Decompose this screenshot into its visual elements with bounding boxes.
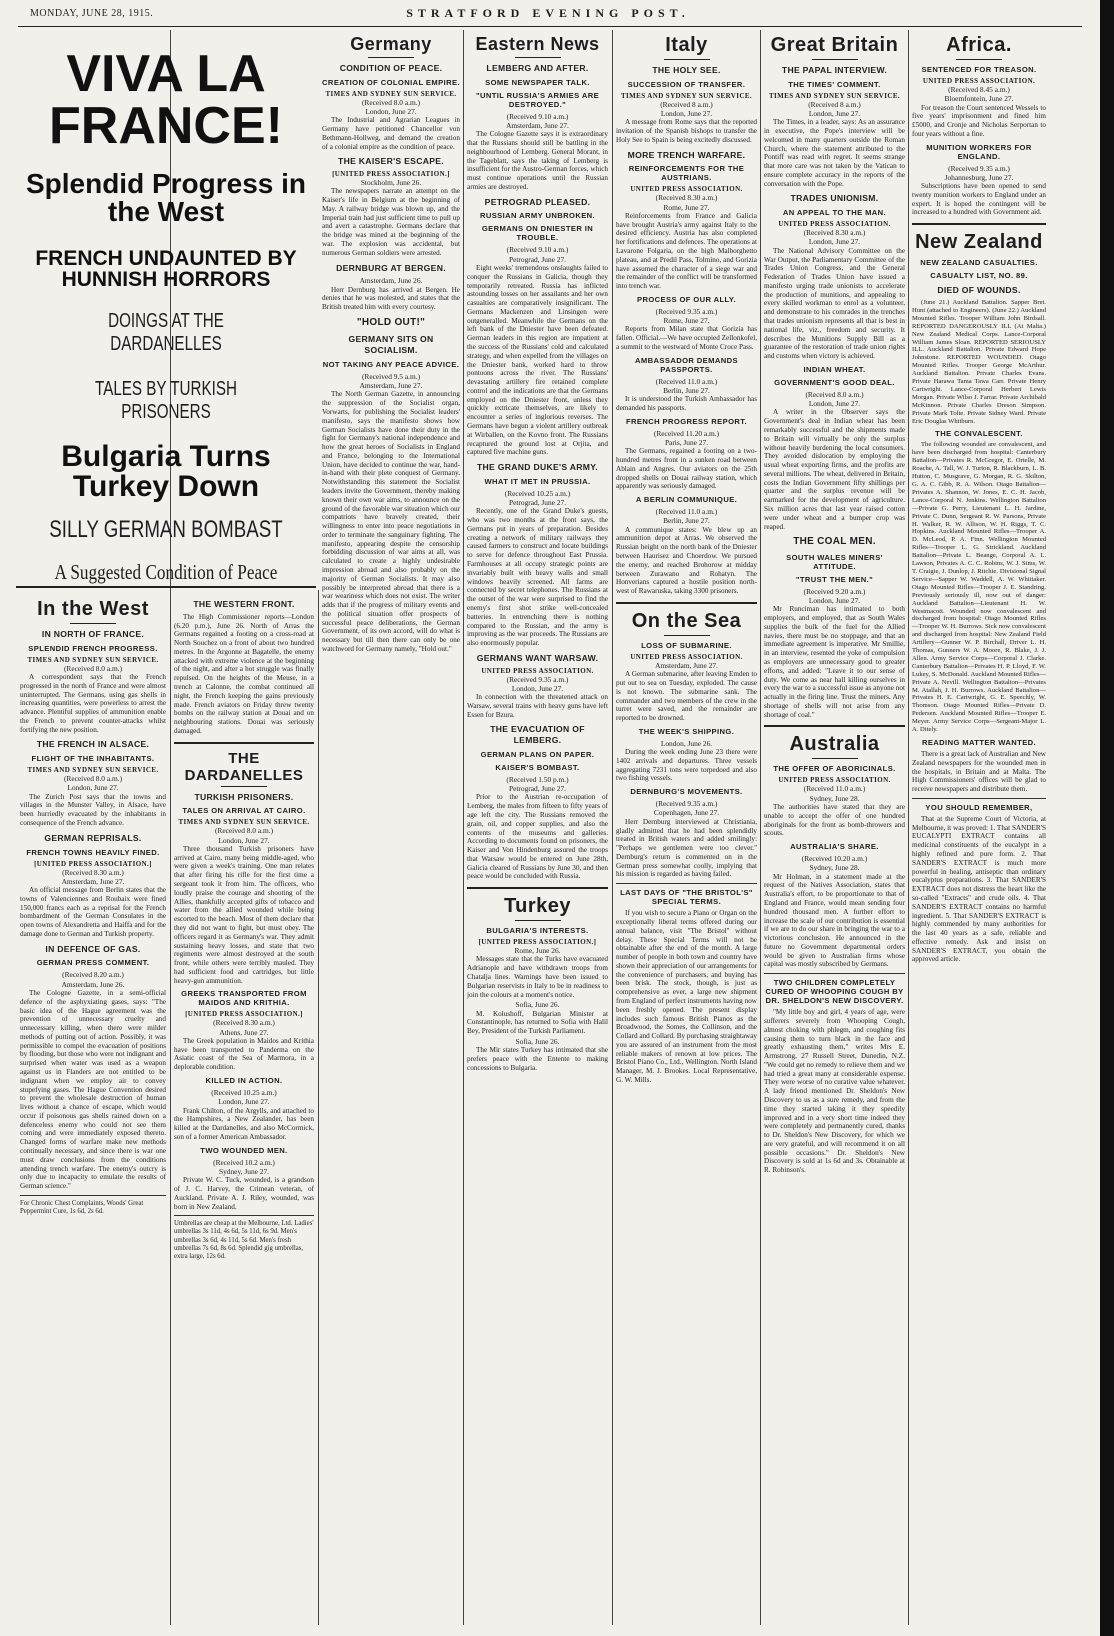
subhead: MORE TRENCH WARFARE.: [627, 149, 746, 160]
received-time: (Received 9.35 a.m.): [506, 674, 569, 684]
scan-edge: [1100, 0, 1114, 1636]
subhead: AMBASSADOR DEMANDS PASSPORTS.: [635, 355, 738, 374]
article-text: Reinforcements from France and Galicia have brought Austria's army against Italy to the desired efficiency. Austria has also completed her fortifications and defences. The operations at Lavarone Folgaria, on the high Malborghetto plateau, and at Predil Pass, Tolmino, and Gorizia have assumed the character of a siege war and the remainder of the conflict will be transformed into trench war.: [616, 211, 757, 291]
dateline: Amsterdam, June 27.: [506, 120, 569, 130]
section-title: Turkey: [503, 895, 572, 918]
article-text: The Greek population in Maidos and Krithia have been transported to Panderma on the Asiatic coast of the Sea of Marmora, in a deplorable condition.: [174, 1036, 314, 1072]
subhead: SOME NEWSPAPER TALK.: [485, 77, 590, 87]
received-time: (Received 9.20 a.m.): [803, 586, 866, 596]
dateline: London, June 27.: [365, 106, 417, 116]
section-title: THE DARDANELLES: [184, 749, 304, 784]
dateline: Amsterdam, June 26.: [61, 979, 125, 989]
article-text: It is understood the Turkish Ambassador has demanded his passports.: [616, 395, 757, 412]
advertisement: "My little boy and girl, 4 years of age, were sufferers severely from Whooping Cough, almost choking with phlegm, and coughing fits causing them to turn black in the face and greatly exhausting them," writes Mrs E. Armstrong, 27 Russell Street, Dunedin, N.Z. "We could get no remedy to relieve them and we had tried a great many at considerable expense. They were worse of no curative value whatever. A lady friend mentioned Dr. Sheldon's New Discovery to us as a sure remedy, and from the time they started taking it they speedily improved and in a very short time indeed they were completely and permanently cured, thanks to Dr. Sheldon's New Discovery, for which we are very grateful, and will recommend it on all possible occasions." Dr. Sheldon's New Discovery is sold at 1s 6d and 3s. Obtainable at R. Robinson's.: [764, 1008, 905, 1175]
article-text: Subscriptions have been opened to send twenty munition workers to England under an expert. It is hoped the contingent will be increased to a hundred with Government aid.: [912, 182, 1046, 217]
dateline: Petrograd, June 27.: [508, 498, 567, 508]
article-text: The Cologne Gazette says it is extraordinary that the Russians should still be battling in the neighbourhood of Lemberg. General Morant, in the Tageblatt, says the taking of Lemberg is insufficient for the Austro-German forces, which must continue operations until the Russian armies are destroyed.: [467, 130, 608, 191]
subhead: GOVERNMENT'S GOOD DEAL.: [774, 377, 895, 387]
paper-title: STRATFORD EVENING POST.: [406, 6, 690, 20]
article-text: The North German Gazette, in announcing the suppression of the Socialist organ, Vorwarts, for publishing the Socialist leaders' manifesto, says the manifesto shows how German Socialists have done their duty in the fight for Germany's national independence and how the great heroes of Socialists in England and France, belonging to the International Union, have decided to continue the war, hand-in-hand with their plete conquest of Germany. Notwithstanding this statement the Socialist leaders invite the Government, thereby making known their own war aims, to announce on the ground of the favorable war situation which our compatriots have bravely created, their willingness to enter into peace negotiations in order to terminate the sanguinary fighting. The manifesto, appearing despite the censorship forbidding discussion of war aims at all, was calculated to create a highly undesirable impression abroad and also probably on the majority of German Socialists. It may also possibly be interpreted abroad that there is a war weariness which does not exist. The writer adds that if the progress of military events and the political situation offer prospects of successful peace deliberations, the German Government, of its own accord, will do what is necessary but till then there can only be one watchword for Germany namely, "Hold out.": [322, 390, 460, 654]
credit: UNITED PRESS ASSOCIATION.: [630, 185, 743, 194]
article-text: During the week ending June 23 there were 1402 arrivals and departures. Three vessels aggregating 7231 tons were torpedoed and also two fishing vessels.: [616, 748, 757, 783]
dateline: Amsterdam, June 27.: [61, 876, 125, 886]
subhead: YOU SHOULD REMEMBER,: [925, 802, 1033, 812]
advertisement: If you wish to secure a Piano or Organ on the exceptionally liberal terms offered during our annual balance, visit "The Bristol" without delay. These Special Terms will not be obtainable after the end of the month. A large number of people in both town and country have shown their appreciation of our arrangements for the convenience of purchasers, and buying has been brisk. The stock, though, is just as comprehensive as ever, a large new shipment from England of perfect instruments having now been freshly opened. The present display includes such famous British Pianos as the Broadwood, the Somes, the Collinson, and the Collard and Collard. By purchasing straightaway you are assured of an instrument from the most reliable makers of renown at low prices. The Bristol Piano Co., Ltd., Wellington. North Island Manager, M. J. Brookes. Local Representative, G. W. Mills.: [616, 909, 757, 1085]
credit: TIMES AND SYDNEY SUN SERVICE.: [178, 818, 310, 827]
article-text: A correspondent says that the French progressed in the north of France and were almost uninterrupted. The Germans, using gas shells in increasing quantities, were powerless to arrest the advance. Plentiful supplies of ammunition enable the French to prevent counter-attacks whilst fortifying the new position.: [20, 672, 166, 734]
section-title: New Zealand: [915, 231, 1043, 254]
credit: [UNITED PRESS ASSOCIATION.]: [185, 1010, 303, 1019]
received-time: (Received 9.35 a.m.): [655, 799, 718, 809]
received-time: (Received 9.35 a.m.): [655, 306, 718, 316]
dateline: London, June 27.: [808, 596, 861, 606]
subhead: AUSTRALIA'S SHARE.: [790, 842, 879, 852]
section-title: Australia: [789, 733, 880, 756]
article-text: A communique states: We blew up an ammunition depot at Arras. We observed the Russian height on the north bank of the Dniester between Haurisez and Choerdow. We pursued the enemy, and reached Brohorow at midday between Zurawano and Rohatyn. The Honverians captured a hostile position north-west of Rawaruska, taking 3300 prisoners.: [616, 525, 757, 596]
subhead: GERMANY SITS ON SOCIALISM.: [348, 334, 434, 356]
received-time: (Received 11.0 a.m.): [655, 376, 718, 386]
section-title: On the Sea: [631, 609, 742, 632]
column-africa-nz: [912, 30, 1046, 1625]
article-text: The National Advisory Committee on the War Output, the Parliamentary Committee of the Trades Union Congress, and the General Federation of Trades Union have issued a manifesto urging trade unionists to accelerate the production of munitions, and appealing to every skilled workman to enrol as a volunteer, and demonstrate to his comrades in the trenches that trades unionism represents all that is best in national life, viz., freedom and security. It describes the Munitions Supply Bill as a guarantee of the restoration of trade union rights and customs when victory is achieved.: [764, 246, 905, 361]
subhead: GERMANS ON DNIESTER IN TROUBLE.: [481, 224, 594, 243]
headline-progress: Splendid Progress in the West: [25, 168, 307, 227]
section-title: Great Britain: [770, 34, 899, 56]
article-text: There is a great lack of Australian and New Zealand newspapers for the wounded men in the hospitals, in Britain and at Malta. The High Commissioners' offices will be glad to receive newspapers and distribute them.: [912, 750, 1046, 794]
dateline: London, June 27.: [67, 783, 119, 793]
article-text: A message from Rome says that the reported invitation of the Spanish bishops to transfer the Holy See to Spain is being excitedly discussed.: [616, 118, 757, 144]
received-time: (Received 11.0 a.m.): [803, 784, 866, 794]
subhead: IN NORTH OF FRANCE.: [41, 629, 145, 639]
article-text: The Germans, regained a footing on a two-hundred metres front in a sunken road between Ablain and Angres. Our aviators on the 25th dropped shells on Douai railway station, which apparently was seriously damaged.: [616, 447, 757, 491]
subhead: WHAT IT MET IN PRUSSIA.: [484, 476, 591, 486]
column-rule: [463, 30, 464, 1625]
subhead: TURKISH PRISONERS.: [194, 791, 294, 802]
subhead: "HOLD OUT!": [356, 316, 426, 328]
dateline: Amsterdam, June 26.: [359, 276, 423, 286]
subhead: THE EVACUATION OF LEMBERG.: [490, 724, 585, 746]
column-rule: [612, 30, 613, 1625]
received-time: (Received 11.0 a.m.): [655, 507, 718, 517]
dateline: London, June 27.: [808, 399, 861, 409]
received-time: (Received 8.0 a.m.): [214, 826, 274, 836]
subhead: GERMANS WANT WARSAW.: [476, 652, 599, 663]
dateline: Sydney, June 28.: [809, 863, 860, 873]
received-time: (Received 9.10 a.m.): [506, 111, 569, 121]
article-text: Reports from Milan state that Gorizia has fallen. Official.—We have occupied Zellonkofel, a summit to the westward of Monte Croce Pass.: [616, 325, 757, 351]
subhead: NEW ZEALAND CASUALTIES.: [920, 258, 1038, 268]
column-britain: [764, 30, 905, 1625]
dateline: London, June 27.: [511, 683, 564, 693]
subhead: CONDITION OF PEACE.: [339, 63, 443, 73]
subhead: TWO CHILDREN COMPLETELY CURED OF WHOOPING COUGH BY DR. SHELDON'S NEW DISCOVERY.: [765, 978, 904, 1006]
subhead: PROCESS OF OUR ALLY.: [637, 294, 736, 304]
headline-bulgaria: Bulgaria Turns Turkey Down: [61, 440, 271, 503]
dateline: Sydney, June 27.: [218, 1166, 270, 1176]
received-time: (Received 8.0 a.m.): [805, 389, 864, 399]
headline-undaunted: FRENCH UNDAUNTED BY HUNNISH HORRORS: [35, 247, 297, 291]
article-text: Prior to the Austrian re-occupation of Lemberg, the males from fifteen to fifty years of age left the city. The Russians removed the grain, oil, and copper supplies, and also the contents of the museums and galleries. According to documents found on prisoners, the Kaiser and Von Hindenburg assured the troops that Warsaw would be entered on June 28th, Galicia cleared of Russians by June 30, and then peace would be concluded with Russia.: [467, 793, 608, 881]
dateline: Bloemfontein, June 27.: [944, 94, 1014, 104]
subhead: SOUTH WALES MINERS' ATTITUDE.: [786, 552, 883, 571]
received-time: (Received 10.25 a.m.): [211, 1088, 277, 1098]
subhead: GREEKS TRANSPORTED FROM MAIDOS AND KRITHIA.: [181, 989, 307, 1008]
dateline: Amsterdam, June 27.: [359, 381, 423, 391]
dateline: Copenhagen, June 27.: [653, 808, 720, 818]
received-time: (Received 10.25 a.m.): [504, 488, 571, 498]
subhead: DERNBURG'S MOVEMENTS.: [630, 787, 743, 797]
dateline: Stockholm, June 26.: [360, 178, 422, 188]
subhead: THE HOLY SEE.: [652, 65, 721, 75]
subhead: KAISER'S BOMBAST.: [495, 762, 580, 772]
subhead: TWO WOUNDED MEN.: [200, 1145, 288, 1155]
subhead: TRADES UNIONISM.: [790, 193, 879, 204]
subhead: GERMAN REPRISALS.: [44, 832, 142, 843]
article-text: The Industrial and Agrarian Leagues in Germany have petitioned Chancellor von Bethmann-Hollweg, and demand the creation of a colonial empire as the condition of peace.: [322, 116, 460, 151]
article-text: Messages state that the Turks have evacuated Adrianople and have withdrawn troops from Chatalja lines. Warnings have been issued to Bulgarian reservists in Italy to be in readiness to join the colours at a moment's notice.: [467, 955, 608, 999]
credit: [UNITED PRESS ASSOCIATION.]: [478, 938, 597, 947]
received-time: (Received 8.20 a.m.): [62, 970, 124, 980]
article-text: The authorities have stated that they are unable to accept the offer of one hundred aboriginals for the front as bomb-throwers and scouts.: [764, 802, 905, 838]
received-time: (Received 9.5 a.m.): [361, 371, 421, 381]
column-dardanelles: [174, 594, 314, 1624]
headline-dardanelles: DOINGS AT THE DARDANELLES: [108, 310, 224, 355]
article-text: Frank Chilton, of the Argylls, and attached to the Hampshires, a New Zealander, has been killed at the Dardanelles, and also McCormick, son of a former American Ambassador.: [174, 1106, 314, 1141]
subhead: DERNBURG AT BERGEN.: [336, 262, 446, 273]
subhead: DIED OF WOUNDS.: [937, 285, 1021, 296]
dateline: Petrograd, June 27.: [508, 784, 567, 794]
article-text: The Zurich Post says that the towns and villages in the Munster Valley, in Alsace, have been hurriedly evacuated by the inhabitants in consequence of the French advance.: [20, 792, 166, 828]
subhead: THE WESTERN FRONT.: [193, 599, 295, 609]
dateline: Amsterdam, June 27.: [655, 660, 718, 670]
subhead: KILLED IN ACTION.: [205, 1076, 283, 1086]
dateline: Sofia, June 26.: [515, 1036, 560, 1046]
credit: TIMES AND SYDNEY SUN SERVICE.: [325, 89, 457, 98]
casualty-list: (June 21.) Auckland Battalion. Sapper Bret. Hunt (attached to Engineers). (June 22.) Auckland Mounted Rifles. Trooper William John Birdsall. REPORTED DANGEROUSLY ILL (At Malta.) New Zealand Medical Corps. Lance-Corporal William James Sloan. REPORTED SERIOUSLY ILL. Auckland Battalion. Private Edward Hope Johnstone. REPORTED WOUNDED. Otago Mounted Rifles. Trooper George McArthur. Auckland Battalion. Private Charles Evans. Private Harawa Tama Tawa Carr. Private Henry Cartwright. Lance-Corporal Herbert Lewis Morgan. Private Wilso J. Farrar. Private Archibald McKinnon. Private Charles Dreson Simpson. Private Mark Tolte. Private Sidney Ward. Private Eric Douglas Whitburn.: [912, 298, 1046, 425]
dateline: London, June 27.: [808, 237, 861, 247]
dateline: Athens, June 27.: [219, 1027, 269, 1037]
subhead: GERMAN PRESS COMMENT.: [36, 958, 150, 968]
subhead: IN DEFENCE OF GAS.: [45, 943, 141, 954]
subhead: FRENCH TOWNS HEAVILY FINED.: [26, 847, 160, 857]
article-text: Herr Dernburg has arrived at Bergen. He denies that he was molested, and states that the British treated him with every courtesy.: [322, 285, 460, 312]
credit: UNITED PRESS ASSOCIATION.: [481, 666, 594, 675]
issue-date: MONDAY, JUNE 28, 1915.: [30, 8, 154, 19]
article-text: The Times, in a leader, says: As an assurance in executive, the Pope's interview will be welcomed in many quarters outside the Roman Church, where the statement attributed to the Pontiff was read with regret. It seems strange that more care was not taken by the Vatican to ensure complete accuracy in the reports of the conversation with the Pope.: [764, 118, 905, 188]
subhead: AN APPEAL TO THE MAN.: [782, 208, 887, 218]
article-text: The Cologne Gazette, in a semi-official defence of the asphyxiating gases, says: "The basic idea of the Hague agreement was the prevention of unnecessary cruelty and unnecessary killing, when there were milder methods of putting out of action. Possibly, it was permissible to compel the evacuation of positions by flooding, but those who were not indignant and surprised when water was used as a weapon against us in Flanders are not entitled to be indignant when we employ air to convey stupefying gases. The Hague Convention desired to prevent the wholesale destruction of human lives without a chance of escape, which would occur if poisonous gas shells rained down on a defenceless enemy who could not see them coming and were immediately exposed thereto. Changed forms of warfare make new methods continually necessary, and since there is war one must draw conclusions from the conditions attending trench warfare. The enemy's outcry is only due to incapacity to emulate the results of German science.": [20, 988, 166, 1191]
dateline: Paris, June 27.: [664, 438, 709, 447]
subhead: THE COAL MEN.: [793, 536, 876, 548]
headline-bombast: SILLY GERMAN BOMBAST: [49, 516, 283, 543]
credit: TIMES AND SYDNEY SUN SERVICE.: [768, 91, 901, 100]
received-time: (Received 1.50 p.m.): [506, 774, 569, 784]
received-time: (Received 10.20 a.m.): [801, 854, 868, 864]
headline-block: [16, 30, 316, 590]
credit: UNITED PRESS ASSOCIATION.: [778, 776, 891, 785]
section-title: Germany: [350, 34, 432, 54]
received-time: (Received 9.35 a.m.): [948, 163, 1010, 173]
column-italy: [616, 30, 757, 1625]
dateline: London, June 26.: [660, 738, 713, 748]
dateline: Petrograd, June 27.: [508, 254, 567, 264]
subhead: READING MATTER WANTED.: [921, 738, 1037, 748]
article-text: Mr Runciman has intimated to both employers, and employed, that as South Wales supplies the bulk of the fuel for the Allied navies, there must be no stoppage, and that an immediate agreement is imperative. Mr Smillie, in an interview, resented the yoke of compulsion as employers are unnecessary good to greater efforts, and added: "Leave it to our sense of duty. We come as near hall killing ourselves in every the war to a successful issue as anyone not actually in the firing line. Trust the miners. Any shortage of shells will not arise from any shortage of coal.": [764, 605, 905, 719]
received-time: (Received 8.30 a.m.): [62, 867, 124, 877]
section-title: Africa.: [946, 34, 1012, 56]
credit: UNITED PRESS ASSOCIATION.: [922, 77, 1036, 85]
dateline: London, June 27.: [660, 108, 713, 118]
received-time: (Received 8.30 a.m.): [213, 1018, 275, 1028]
advertisement: For Chronic Chest Complaints, Woods' Great Peppermint Cure, 1s 6d, 2s 6d.: [20, 1199, 144, 1216]
subhead: THE CONVALESCENT.: [935, 429, 1023, 439]
subhead: LAST DAYS OF "THE BRISTOL'S" SPECIAL TERMS.: [620, 888, 753, 907]
subhead: RUSSIAN ARMY UNBROKEN.: [479, 211, 596, 221]
section-title: Italy: [665, 34, 708, 56]
article-text: The newspapers narrate an attempt on the Kaiser's life in Belgium at the beginning of May. A railway bridge was blown up, and the Imperial train had just sufficient time to pull up and avert a catastrophe. Germans declare that the bridge was mined at the beginning of the war. The explosion was accidental, but numerous German soldiers were arrested.: [322, 187, 460, 257]
dateline: London, June 27.: [218, 1097, 270, 1107]
subhead: GERMAN PLANS ON PAPER.: [480, 749, 595, 759]
article-text: The High Commissioner reports—London (6.20 p.m.), June 26. North of Arras the Germans regained a footing on a cross-road at North Souchez on a front of about two hundred metres. In the Argonne at Bagatelle, the enemy attacked with extreme violence at the beginning of the night, and after a hot struggle was finally repulsed. On the heights of the Meuse, in a trench at Calonne, the combat continued all night, the French keeping the gains previously made. French aviators on Friday threw twenty bombs on the railway station at Douai and on neighbouring stations. Douai was seriously damaged.: [174, 612, 314, 735]
article-text: An official message from Berlin states that the towns of Valenciennes and Roubaix were fined 150,000 francs each as a reprisal for the French bombardment of the German Consulates in the open towns of Alexandretta and Haiffa and for the damage done to German and Turkish property.: [20, 886, 166, 938]
article-text: Mr Holman, in a statement made at the request of the Natives Association, states that Australia's effort, to be proportionate to that of England and France, would mean sending four hundred thousand men. A further effort to increase the scale of our contribution is essential if we are to do our share in bringing the war to a victorious conclusion. He announced in the future no Government departmental orders would be given to Australian firms whose capital was mostly subscribed by Germans.: [764, 872, 905, 969]
headline-condition: A Suggested Condition of Peace: [54, 560, 278, 584]
credit: TIMES AND SYDNEY SUN SERVICE.: [27, 655, 159, 664]
article-text: For treason the Court sentenced Wessels to five years' imprisonment and fined him £5000, and Cronje and Nicholas Serportan to four years without a fine.: [912, 103, 1046, 138]
article-text: Three thousand Turkish prisoners have arrived at Cairo, many being middle-aged, who were given a week's training. One man relates that after firing his rifle for the first time a sergeant took it from him. The officers, who loudly praise the courage and shooting of the Allies, thankfully accepted gifts of tobacco and water from the allied wounded while being escorted to the beach. Most of them declare that they did not want to fight, but must obey. The officers regard it as Germany's war. They admit sustaining heavy losses, and state that two regiments were almost destroyed at the south front, while others were terribly mauled. They had sufficient food and cartridges, but little heavy-gun ammunition.: [174, 844, 314, 985]
subhead: FLIGHT OF THE INHABITANTS.: [31, 754, 155, 764]
column-rule: [908, 30, 909, 1625]
article-text: Private W. C. Tuck, wounded, is a grandson of J. C. Harvey, the Crimean veteran, of Auckland. Private A. J. Riley, wounded, was born in New Zealand.: [174, 1176, 314, 1211]
subhead: FRENCH PROGRESS REPORT.: [625, 416, 747, 426]
subhead: THE PAPAL INTERVIEW.: [781, 65, 888, 75]
dateline: Berlin, June 27.: [663, 516, 710, 526]
subhead: THE WEEK'S SHIPPING.: [638, 726, 735, 736]
dateline: Rome, June 27.: [663, 202, 710, 212]
article-text: Herr Dernburg interviewed at Christiania, gladly admitted that he had been splendidly treated in British waters and added smilingly: "Perhaps we gentlemen were too clever." Dernburg's return is commented on in the German press somewhat coolly, implying that his mission is regarded as having failed.: [616, 817, 757, 879]
subhead: TALES ON ARRIVAL AT CAIRO.: [182, 806, 306, 816]
article-text: In connection with the threatened attack on Warsaw, several trains with heavy guns have left Essen for Bzura.: [467, 693, 608, 719]
subhead: LOSS OF SUBMARINE.: [641, 640, 732, 650]
headline-viva: VIVA LA FRANCE!: [49, 45, 283, 155]
received-time: (Received 8 a.m.): [660, 99, 713, 109]
subhead: "UNTIL RUSSIA'S ARMIES ARE DESTROYED.": [475, 90, 600, 109]
received-time: (Received 9.10 a.m.): [506, 245, 569, 255]
subhead: "TRUST THE MEN.": [795, 574, 874, 584]
subhead: A BERLIN COMMUNIQUE.: [635, 495, 738, 505]
dateline: Sydney, June 28.: [809, 793, 860, 803]
subhead: BULGARIA'S INTERESTS.: [486, 926, 589, 936]
received-time: (Received 10.2 a.m.): [213, 1157, 275, 1167]
section-title: In the West: [37, 598, 149, 620]
subhead: SPLENDID FRENCH PROGRESS.: [28, 643, 158, 653]
subhead: NOT TAKING ANY PEACE ADVICE.: [322, 359, 460, 369]
headline-rule: [16, 586, 316, 588]
subhead: THE KAISER'S ESCAPE.: [338, 156, 444, 167]
credit: TIMES AND SYDNEY SUN SERVICE.: [620, 91, 753, 100]
credit: [UNITED PRESS ASSOCIATION.]: [34, 859, 152, 868]
subhead: THE FRENCH IN ALSACE.: [36, 739, 150, 750]
column-eastern: [467, 30, 608, 1625]
column-rule: [760, 30, 761, 1625]
article-text: M. Kolushoff, Bulgarian Minister at Constantinople, has returned to Sofia with Halil Bey, President of the Turkish Parliament.: [467, 1009, 608, 1036]
credit: UNITED PRESS ASSOCIATION.: [630, 652, 743, 661]
subhead: THE TIMES' COMMENT.: [788, 79, 881, 89]
received-time: (Received 8.0 a.m.): [63, 663, 123, 673]
received-time: (Received 11.20 a.m.): [653, 428, 720, 438]
subhead: SUCCESSION OF TRANSFER.: [627, 79, 746, 89]
received-time: (Received 8.30 a.m.): [655, 193, 718, 203]
section-title: Eastern News: [475, 34, 600, 54]
credit: [UNITED PRESS ASSOCIATION.]: [332, 170, 450, 179]
received-time: (Received 8.45 a.m.): [948, 85, 1010, 94]
advertisement: Umbrellas are cheap at the Melbourne, Ltd. Ladies' umbrellas 3s 11d, 4s 6d, 5s 11d, 6s 9d. Men's umbrellas 3s 6d, 4s 11d, 5s 6d. Men's fresh umbrellas 7s 6d, 8s 6d. Splendid gig umbrellas, extra large, 12s 6d.: [174, 1220, 314, 1260]
dateline: Rome, June 27.: [663, 316, 710, 326]
dateline: London, June 27.: [808, 108, 861, 118]
column-west: [20, 594, 166, 1624]
subhead: THE GRAND DUKE'S ARMY.: [476, 462, 598, 473]
subhead: THE OFFER OF ABORICINALS.: [773, 764, 896, 774]
article-text: The Mir states Turkey has intimated that she prefers peace with the Entente to making concessions to Bulgaria.: [467, 1046, 608, 1072]
subhead: CREATION OF COLONIAL EMPIRE.: [322, 77, 460, 87]
subhead: PETROGRAD PLEASED.: [484, 196, 591, 207]
convalescent-list: The following wounded are convalescent, and have been discharged from hospital: Canterbury Battalion—Privates R. McGregor, E. Ortelle, M. Roache, A. Tall, W. J. Turton, R. Blackburn, L. B. Hutton, C. Musgrave, G. Morgan, R. G. Skilton, G. A. C. Gibb, R. A. Wilson. Otago Battalion—Privates A. Shannon, W. Jones, E. C. H. Jacob, Lance-Corporal N. Jenkins. Wellington Battalion—Private G. Perry, Lieutenant L. H. Jardine, Private C. Dunn, Sergeant R. W. Parsons, Private H. Walker, R. W. Allison, W. H. Riggs, T. C. Hopkins. Auckland Mounted Rifles—Trooper A. D. McLeod, P. A. Finn. Wellington Mounted Rifles—Trooper L. G. Strickland. Auckland Battalion—Private L. Beange, Corporal A. L. Lawson, Privates A. C. C. Robins, W. J. Sims, W. T. Craigie, J. Dunlop, J. Ritchie. Divisional Signal Service—Sapper W. Waddell, A. W. Whittaker. Otago Mounted Rifles—Trooper J. E. Standring. Previously seriously ill, now out of danger: Auckland Battalion—Lieutenant H. W. Westmacott. Wounded now convalescent and discharged from hospital: Otago Mounted Rifles—Trooper W. H. Burrows. Sick now convalescent and discharged from hospital: New Zealand Field Artillery—Gunner W. P. Birchall, Driver L. H. Thomas, Gunners W. A. Moore, R. Blake, J. J. Allen. Army Service Corps—Corporal J. Clarke. Canterbury Battalion—Privates H. P. Lloyd, F. W. Lukey, S. McDonald. Auckland Mounted Rifles—Private A. Nevill. Wellington Battalion—Privates M. Atallah, J. H. Burrows. Auckland Battalion—Privates H. E. Cartwright, G. E. Speechly, W. Thomson. Otago Mounted Rifles—Private D. Pedersen. Auckland Mounted Rifles—Trooper E. Meyer. Army Service Corps—Sergeant-Major L. A. Ditely.: [912, 441, 1046, 734]
received-time: (Received 8.0 a.m.): [361, 97, 421, 107]
headline-tales: TALES BY TURKISH PRISONERS: [95, 378, 237, 423]
masthead: [20, 6, 1076, 28]
subhead: CASUALTY LIST, NO. 89.: [930, 271, 1028, 281]
column-germany: [322, 30, 460, 1625]
subhead: MUNITION WORKERS FOR ENGLAND.: [926, 142, 1032, 161]
article-text: Recently, one of the Grand Duke's guests, who was two months at the front says, the Germans put in years of preparation. Besides creating a network of military railways they caused farmers to construct and locate buildings to serve for defence throughout East Prussia. Farmhouses at all occupy strategic points are invariably built with heavy walls and small windows heavily screened. All farms are connected by secret telephones. The Russians at the outset of the war were surprised to find the enemy's first shot strike well-concealed batteries. In entrenching there is nothing compared to the Russian, and the army is improving as the war proceeds. The Russians are also enormously popular.: [467, 507, 608, 648]
dateline: Johannesburg, June 27.: [944, 172, 1014, 182]
dateline: Berlin, June 27.: [663, 385, 710, 395]
subhead: REINFORCEMENTS FOR THE AUSTRIANS.: [628, 164, 745, 183]
received-time: (Received 8.0 a.m.): [63, 774, 123, 784]
article-text: A German submarine, after leaving Emden to put out to sea on Tuesday, exploded. The cause is not known. The submarine sank. The commander and two members of the crew in the turret were saved, and the remainder are reported to be drowned.: [616, 670, 757, 723]
dateline: London, June 27.: [218, 835, 270, 845]
credit: TIMES AND SYDNEY SUN SERVICE.: [27, 766, 159, 775]
received-time: (Received 8 a.m.): [808, 99, 861, 109]
credit: UNITED PRESS ASSOCIATION.: [778, 220, 891, 229]
advertisement: That at the Supreme Court of Victoria, at Melbourne, it was proved: 1. That SANDER'S EUCALYPTI EXTRACT contains all medicinal constituents of the eucalypt in a highly refined and pure form. 2. That SANDER'S EXTRACT is much more powerful in healing, antiseptic than ordinary eucalyptus preparations. 3. That SANDER'S EXTRACT does not distress the heart like the so-called "Extracts" and crude oils. 4. That SANDER'S EXTRACT contains no harmful ingredient. 5. That SANDER'S EXTRACT is highly commended by many authorities for the last 40 years as a safe, reliable and effective remedy. Ask and insist on SANDER'S EXTRACT, you obtain the approved article.: [912, 814, 1046, 964]
received-time: (Received 8.30 a.m.): [803, 228, 866, 238]
article-text: Eight weeks' tremendous onslaughts failed to conquer the Russians in Galicia, though they temporarily retreated. Russia has inflicted astounding losses on her assailants and her own casualties are comparatively insignificant. The Germans Mackenzen and Linsingen were outgeneralled. Meanwhile the Germans on the left bank of the Dniester have been defeated. German leaders in this region are impatient at the success of the Russians' cold and calculated strategy, and when expelled from the villages on the Dniester bank, worked hard to throw pontoons across the river. The Russians' devastating artillery fire retained complete control and the indications are that the Germans employed on the Dniester front, unless they quickly extricate themselves, are likely to encounter a series of inglorious reverses. The Germans have begun a violent artillery outbreak at Wirballen, on the Kovno front. The Russians recaptured the ground lost at Orjita, and captured five machine guns.: [467, 263, 608, 457]
dateline: Sofia, June 26.: [515, 1000, 560, 1010]
subhead: LEMBERG AND AFTER.: [486, 63, 589, 73]
masthead-rule: [18, 26, 1082, 27]
column-rule: [318, 590, 319, 1625]
dateline: Rome, June 26.: [514, 946, 561, 956]
subhead: INDIAN WHEAT.: [803, 364, 866, 374]
article-text: A writer in the Observer says the Government's deal in Indian wheat has been remarkably successful and the shipments made to Britain will virtually be only the surplus without heavily burdening the local consumers. They avoided dislocation by employing the usual wheat exporting firms, and the profits are several millions. The wheat, delivered in Britain, costs the Indian Government fifty shillings per quarter and the surplus revenue will be earmarked for the development of agriculture. Six million acres that last year raised cotton were under wheat and a bumper crop was reaped.: [764, 408, 905, 531]
subhead: SENTENCED FOR TREASON.: [921, 65, 1037, 74]
